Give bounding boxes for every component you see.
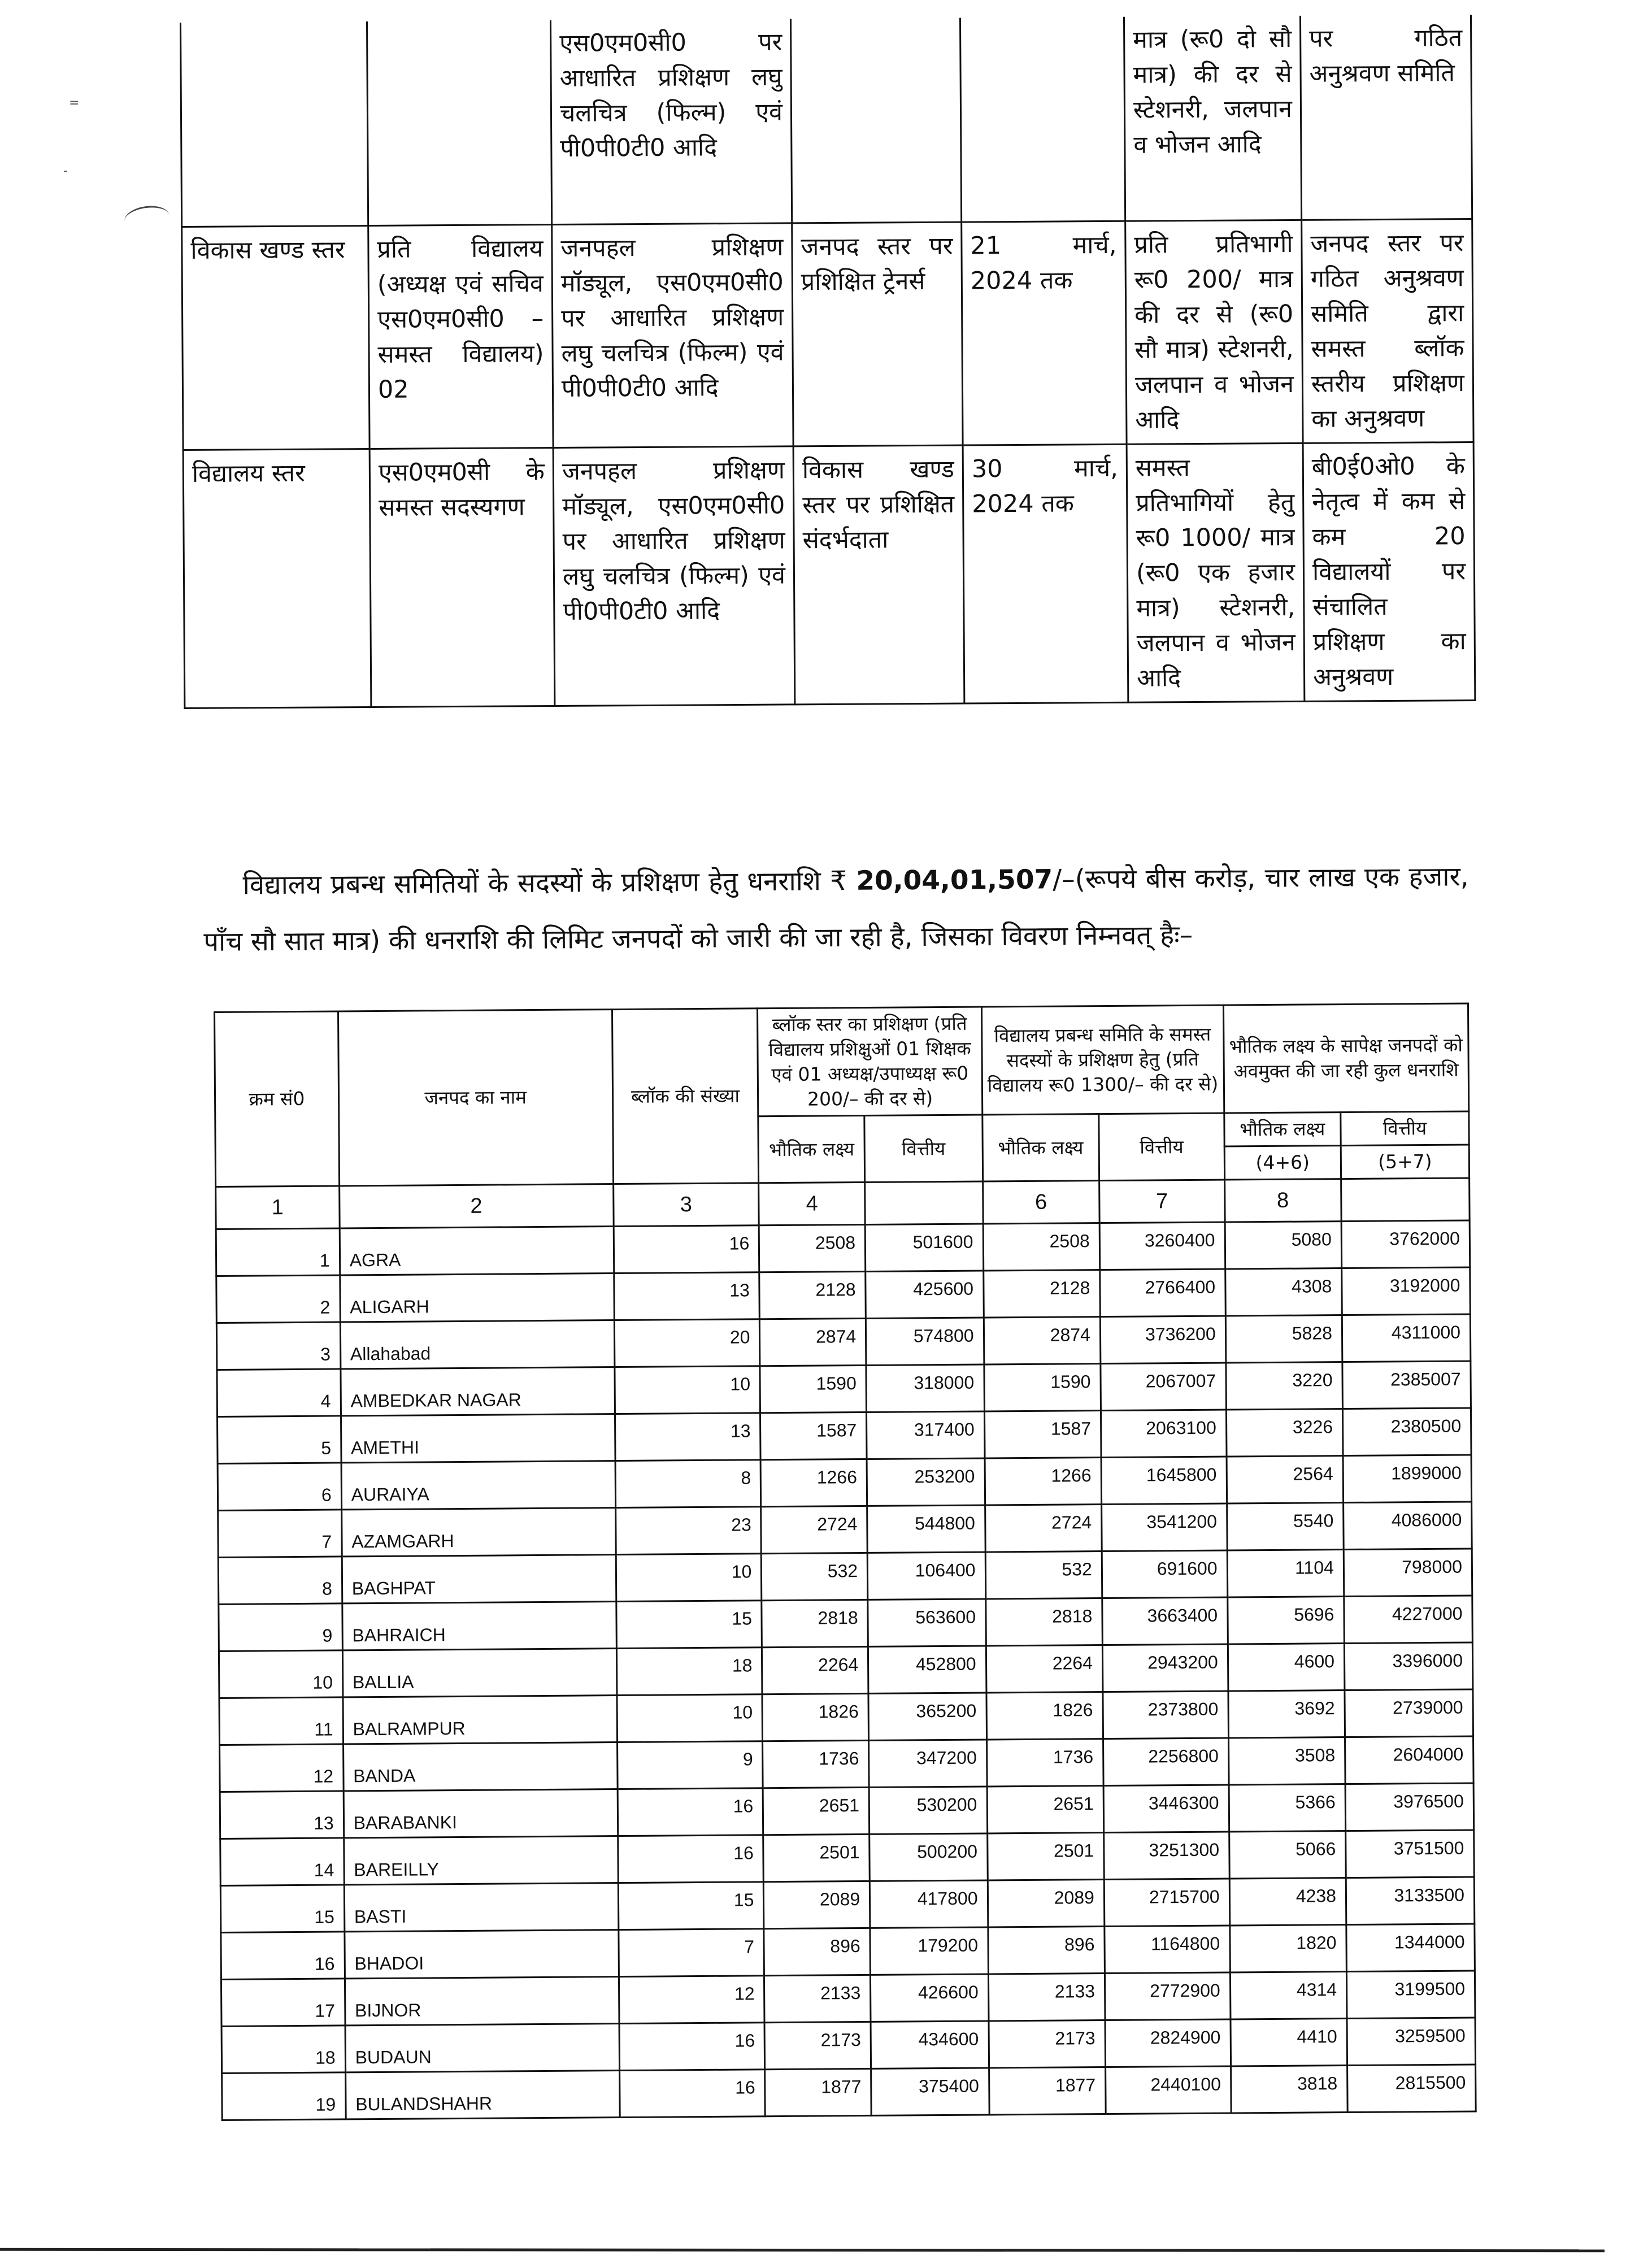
- cell-block-financial: 426600: [871, 1974, 989, 2022]
- cell-smc-financial: 1645800: [1101, 1457, 1227, 1505]
- cell-block-physical: 1590: [760, 1365, 866, 1412]
- cell-block-count: 16: [619, 2070, 765, 2118]
- table-row: [216, 1314, 1471, 1370]
- cell-block-count: 15: [618, 1882, 764, 1930]
- header-total-financial: वित्तीय: [1341, 1111, 1469, 1146]
- cell-smc-physical: 2264: [986, 1645, 1103, 1693]
- cell-block-physical: 896: [764, 1928, 870, 1975]
- table-row: [218, 1455, 1472, 1510]
- column-number: 3: [613, 1183, 759, 1227]
- cell-total-financial: 3192000: [1342, 1267, 1471, 1315]
- cell-total-financial: 2739000: [1345, 1689, 1473, 1737]
- column-number: 4: [759, 1182, 865, 1225]
- cell-block-financial: 318000: [866, 1364, 984, 1412]
- cell-total-physical: 4600: [1228, 1644, 1345, 1691]
- table-row: [217, 1361, 1471, 1416]
- cell-block-physical: 2651: [763, 1787, 870, 1835]
- cell-smc-financial: 2440100: [1105, 2066, 1231, 2114]
- cell-district-name: BAHRAICH: [342, 1602, 616, 1650]
- cell-total-physical: 1820: [1229, 1925, 1346, 1972]
- cell-block-physical: 1736: [763, 1740, 869, 1788]
- cell-total-financial: 3259500: [1347, 2018, 1476, 2066]
- cell-serial-number: 7: [218, 1510, 342, 1558]
- cell-serial-number: 14: [220, 1838, 344, 1886]
- cell-smc-financial: 2063100: [1101, 1410, 1226, 1458]
- cell-smc-physical: 1590: [984, 1364, 1101, 1411]
- cell-block-financial: 365200: [868, 1693, 986, 1740]
- cell-block-financial: 434600: [871, 2021, 989, 2068]
- cell-smc-physical: 896: [988, 1927, 1105, 1974]
- column-number: 6: [982, 1181, 1099, 1224]
- cell-smc-financial: 3541200: [1101, 1503, 1227, 1551]
- cell-serial-number: 12: [220, 1744, 344, 1792]
- header-block-financial: वित्तीय: [864, 1115, 982, 1182]
- cell-serial-number: 15: [220, 1885, 344, 1933]
- cell-serial-number: 13: [220, 1791, 344, 1839]
- cell-smc-physical: 2173: [989, 2020, 1106, 2068]
- cell-monitoring: बी0ई0ओ0 के नेतृत्व में कम से कम 20 विद्यालयों पर संचालित प्रशिक्षण का अनुश्रवण: [1303, 442, 1475, 702]
- cell-block-financial: 500200: [870, 1833, 988, 1881]
- cell-smc-physical: 1826: [986, 1692, 1103, 1740]
- cell-smc-physical: 532: [985, 1551, 1102, 1599]
- cell-smc-physical: 2133: [988, 1974, 1105, 2021]
- column-number: [865, 1181, 983, 1224]
- cell-serial-number: 19: [222, 2072, 346, 2120]
- cell-block-financial: 106400: [867, 1552, 985, 1600]
- cell-budget: प्रति प्रतिभागी रू0 200/ मात्र की दर से (रू0 सौ मात्र) स्टेशनरी, जलपान व भोजन आदि: [1125, 220, 1303, 444]
- cell-block-financial: 317400: [867, 1411, 985, 1459]
- cell-smc-physical: 2508: [983, 1223, 1100, 1271]
- cell-block-physical: 2724: [761, 1506, 867, 1553]
- cell-total-financial: 2815500: [1347, 2065, 1476, 2113]
- cell-total-physical: 4238: [1229, 1878, 1346, 1926]
- page-bottom-rule: [0, 2248, 1605, 2252]
- header-block-count: ब्लॉक की संख्या: [612, 1009, 759, 1184]
- scan-mark: =: [69, 96, 80, 110]
- cell-serial-number: 1: [216, 1228, 340, 1276]
- cell-block-count: 16: [618, 1788, 763, 1836]
- cell-total-physical: 3508: [1228, 1737, 1345, 1785]
- cell-smc-physical: 2874: [984, 1317, 1101, 1364]
- column-number: 1: [216, 1186, 340, 1229]
- cell-block-physical: 1877: [765, 2068, 871, 2116]
- cell-district-name: BARABANKI: [344, 1789, 618, 1838]
- cell-total-physical: 5696: [1227, 1597, 1344, 1644]
- allocation-paragraph: [203, 849, 1469, 971]
- cell-smc-financial: 2766400: [1100, 1269, 1225, 1317]
- cell-block-physical: 2818: [762, 1600, 868, 1647]
- cell-material: एस0एम0सी0 पर आधारित प्रशिक्षण लघु चलचित्र (फिल्म) एवं पी0पी0टी0 आदि: [550, 19, 792, 224]
- cell-budget: मात्र (रू0 दो सौ मात्र) की दर से स्टेशनरी, जलपान व भोजन आदि: [1124, 16, 1301, 221]
- cell-smc-financial: 691600: [1102, 1550, 1227, 1598]
- cell-block-financial: 179200: [870, 1927, 988, 1975]
- allocation-amount: 20,04,01,507: [856, 864, 1053, 897]
- cell-smc-physical: 2818: [985, 1598, 1102, 1646]
- table-row: [220, 1736, 1474, 1792]
- paragraph-text-before: विद्यालय प्रबन्ध समितियों के सदस्यों के प्रशिक्षण हेतु धनराशि ₹: [242, 865, 857, 901]
- cell-total-financial: 798000: [1344, 1549, 1472, 1597]
- cell-block-physical: 2173: [764, 2022, 871, 2069]
- training-plan-row: [182, 219, 1473, 450]
- cell-district-name: AMETHI: [341, 1414, 615, 1463]
- cell-block-financial: 417800: [870, 1880, 988, 1928]
- cell-district-name: AGRA: [340, 1227, 614, 1275]
- cell-total-physical: 3226: [1226, 1409, 1343, 1457]
- cell-block-count: 15: [616, 1601, 762, 1649]
- cell-smc-financial: 2824900: [1105, 2019, 1231, 2067]
- training-plan-row: [183, 442, 1475, 709]
- cell-block-physical: 2133: [764, 1975, 871, 2022]
- cell-total-financial: 1899000: [1343, 1455, 1472, 1503]
- cell-block-physical: 2508: [759, 1224, 866, 1272]
- training-plan-table: [180, 15, 1476, 709]
- cell-district-name: BUDAUN: [345, 2024, 619, 2072]
- cell-level: [180, 21, 368, 227]
- cell-total-financial: 2380500: [1342, 1408, 1471, 1456]
- cell-total-financial: 2385007: [1342, 1361, 1471, 1409]
- cell-block-financial: 253200: [867, 1458, 985, 1506]
- table-row: [220, 1783, 1474, 1839]
- cell-district-name: BIJNOR: [345, 1977, 619, 2026]
- cell-block-physical: 532: [762, 1553, 868, 1600]
- cell-block-count: 16: [618, 1835, 763, 1883]
- cell-trainer: विकास खण्ड स्तर पर प्रशिक्षित संदर्भदाता: [793, 445, 964, 705]
- cell-smc-financial: 2256800: [1103, 1738, 1228, 1786]
- column-number: 8: [1224, 1179, 1341, 1222]
- cell-participants: प्रति विद्यालय (अध्यक्ष एवं सचिव एस0एम0सी0 –समस्त विद्यालय) 02: [368, 224, 553, 449]
- cell-block-physical: 2089: [764, 1881, 870, 1928]
- cell-total-financial: 4311000: [1342, 1314, 1471, 1362]
- cell-total-physical: 2564: [1227, 1456, 1344, 1503]
- cell-smc-financial: 3251300: [1104, 1832, 1229, 1880]
- cell-smc-physical: 1877: [989, 2067, 1106, 2115]
- cell-total-financial: 3751500: [1346, 1830, 1475, 1878]
- cell-total-physical: 4410: [1231, 2019, 1347, 2066]
- table-row: [220, 1877, 1475, 1932]
- cell-deadline: [960, 17, 1125, 222]
- cell-block-count: 9: [617, 1741, 763, 1789]
- table-row: [218, 1502, 1472, 1557]
- cell-block-financial: 501600: [865, 1224, 983, 1271]
- paragraph-text-after: /–(रूपये बीस करोड़, चार लाख एक हजार, पाँच सौ सात मात्र) की धनराशि की लिमिट जनपदों को जारी की जा रही है, जिसका विवरण निम्नवत् हैः–: [203, 861, 1469, 958]
- district-allocation-table: [214, 1002, 1477, 2120]
- cell-smc-physical: 2651: [987, 1786, 1104, 1833]
- cell-total-financial: 1344000: [1346, 1924, 1475, 1972]
- header-formula-physical: (4+6): [1224, 1146, 1341, 1180]
- cell-participants: एस0एम0सी के समस्त सदस्यगण: [369, 447, 555, 707]
- cell-total-financial: 3199500: [1346, 1971, 1475, 2019]
- cell-district-name: BALRAMPUR: [343, 1696, 617, 1744]
- table-row: [219, 1689, 1473, 1745]
- cell-smc-financial: 2373800: [1103, 1691, 1228, 1739]
- cell-block-financial: 563600: [868, 1599, 986, 1646]
- table-row: [216, 1220, 1470, 1276]
- cell-block-financial: 452800: [868, 1646, 986, 1693]
- cell-total-financial: 3762000: [1341, 1220, 1470, 1268]
- cell-level: विद्यालय स्तर: [183, 449, 371, 708]
- cell-block-financial: 544800: [867, 1505, 985, 1553]
- cell-block-financial: 347200: [869, 1740, 987, 1787]
- cell-trainer: जनपद स्तर पर प्रशिक्षित ट्रेनर्स: [792, 222, 963, 446]
- table-row: [220, 1830, 1475, 1885]
- cell-district-name: BAGHPAT: [342, 1555, 616, 1603]
- cell-block-financial: 425600: [866, 1271, 984, 1318]
- cell-block-count: 12: [619, 1976, 764, 2024]
- cell-total-physical: 1104: [1227, 1550, 1344, 1597]
- table-row: [218, 1408, 1472, 1463]
- cell-district-name: BALLIA: [342, 1649, 616, 1697]
- cell-block-count: 13: [614, 1272, 759, 1320]
- cell-block-financial: 530200: [869, 1787, 987, 1834]
- cell-total-physical: 3692: [1228, 1690, 1345, 1738]
- cell-total-physical: 5540: [1227, 1503, 1344, 1550]
- header-block-training: ब्लॉक स्तर का प्रशिक्षण (प्रति विद्यालय प्रशिक्षुओं 01 शिक्षक एवं 01 अध्यक्ष/उपाध्यक्ष रू0 200/– की दर से): [758, 1007, 982, 1116]
- cell-monitoring: पर गठित अनुश्रवण समिति: [1300, 15, 1472, 220]
- cell-serial-number: 9: [219, 1603, 342, 1651]
- cell-block-physical: 2264: [762, 1646, 868, 1694]
- cell-smc-physical: 1266: [985, 1458, 1102, 1505]
- cell-block-count: 10: [616, 1694, 762, 1742]
- cell-material: जनपहल प्रशिक्षण मॉड्यूल, एस0एम0सी0 पर आधारित प्रशिक्षण लघु चलचित्र (फिल्म) एवं पी0पी0टी0 आदि: [553, 446, 795, 706]
- cell-total-physical: 5366: [1229, 1784, 1346, 1832]
- cell-budget: समस्त प्रतिभागियों हेतु रू0 1000/ मात्र (रू0 एक हजार मात्र) स्टेशनरी, जलपान व भोजन आदि: [1127, 443, 1305, 702]
- cell-smc-physical: 2724: [985, 1505, 1102, 1552]
- cell-smc-financial: 3736200: [1100, 1316, 1225, 1364]
- cell-serial-number: 10: [219, 1650, 342, 1698]
- cell-block-physical: 1826: [762, 1693, 868, 1741]
- cell-total-physical: 3220: [1226, 1362, 1343, 1410]
- cell-block-count: 8: [615, 1460, 761, 1508]
- cell-deadline: 21 मार्च, 2024 तक: [962, 221, 1127, 445]
- cell-block-count: 10: [614, 1366, 760, 1414]
- cell-block-count: 7: [618, 1929, 764, 1977]
- column-number: [1341, 1178, 1470, 1222]
- cell-smc-financial: 3663400: [1102, 1597, 1228, 1645]
- cell-smc-physical: 1587: [984, 1411, 1101, 1458]
- table-row: [221, 1924, 1475, 1979]
- header-total-released: भौतिक लक्ष्य के सापेक्ष जनपदों को अवमुक्त की जा रही कुल धनराशि: [1223, 1003, 1469, 1113]
- cell-serial-number: 2: [216, 1275, 340, 1323]
- cell-total-financial: 3396000: [1344, 1642, 1473, 1690]
- training-plan-row: [180, 15, 1472, 227]
- cell-district-name: BASTI: [344, 1883, 618, 1932]
- cell-block-count: 18: [616, 1648, 762, 1696]
- cell-serial-number: 8: [218, 1557, 342, 1605]
- cell-district-name: AMBEDKAR NAGAR: [341, 1367, 615, 1416]
- header-block-physical: भौतिक लक्ष्य: [758, 1115, 865, 1183]
- cell-block-count: 10: [616, 1554, 762, 1602]
- cell-total-financial: 4086000: [1344, 1502, 1472, 1550]
- cell-block-count: 13: [615, 1413, 760, 1461]
- cell-total-physical: 4308: [1225, 1268, 1342, 1316]
- cell-smc-financial: 3446300: [1103, 1785, 1229, 1833]
- cell-block-count: 16: [619, 2023, 765, 2071]
- cell-block-financial: 574800: [866, 1318, 984, 1365]
- cell-smc-physical: 1736: [986, 1739, 1103, 1787]
- cell-total-physical: 4314: [1230, 1972, 1347, 2019]
- cell-block-physical: 1266: [760, 1459, 867, 1506]
- column-number: 2: [339, 1184, 613, 1228]
- cell-total-physical: 5080: [1225, 1222, 1342, 1269]
- cell-smc-financial: 2943200: [1102, 1644, 1228, 1692]
- cell-district-name: Allahabad: [340, 1320, 614, 1369]
- cell-serial-number: 18: [221, 2026, 345, 2074]
- cell-smc-physical: 2089: [988, 1880, 1105, 1927]
- cell-district-name: BAREILLY: [344, 1836, 618, 1885]
- cell-serial-number: 11: [219, 1697, 343, 1745]
- cell-district-name: BANDA: [343, 1742, 617, 1791]
- cell-total-financial: 2604000: [1345, 1736, 1473, 1784]
- cell-district-name: BHADOI: [345, 1930, 619, 1979]
- cell-block-financial: 375400: [871, 2068, 989, 2115]
- cell-total-physical: 5828: [1225, 1315, 1342, 1363]
- header-total-physical: भौतिक लक्ष्य: [1224, 1112, 1341, 1146]
- header-formula-financial: (5+7): [1341, 1145, 1469, 1179]
- table-row: [222, 2065, 1476, 2120]
- cell-deadline: 30 मार्च, 2024 तक: [963, 444, 1128, 703]
- cell-smc-financial: 2772900: [1105, 1972, 1230, 2020]
- cell-smc-financial: 3260400: [1099, 1222, 1225, 1270]
- table-row: [219, 1596, 1473, 1651]
- cell-smc-financial: 2715700: [1104, 1879, 1229, 1927]
- cell-total-financial: 3133500: [1346, 1877, 1475, 1925]
- header-smc-financial: वित्तीय: [1099, 1113, 1225, 1181]
- cell-district-name: AURAIYA: [341, 1461, 615, 1510]
- cell-serial-number: 16: [221, 1932, 345, 1980]
- cell-district-name: AZAMGARH: [341, 1508, 615, 1557]
- header-smc-physical: भौतिक लक्ष्य: [982, 1114, 1099, 1181]
- cell-total-financial: 4227000: [1344, 1596, 1473, 1644]
- cell-block-count: 23: [615, 1507, 761, 1555]
- cell-block-count: 16: [614, 1225, 759, 1274]
- cell-level: विकास खण्ड स्तर: [182, 225, 369, 450]
- column-number: 7: [1099, 1180, 1224, 1223]
- cell-smc-financial: 2067007: [1101, 1363, 1226, 1411]
- cell-total-physical: 3818: [1231, 2066, 1347, 2113]
- table-row: [218, 1549, 1472, 1604]
- cell-block-count: 20: [614, 1319, 760, 1367]
- cell-serial-number: 3: [216, 1322, 340, 1370]
- cell-serial-number: 6: [218, 1463, 341, 1511]
- cell-block-physical: 1587: [760, 1412, 867, 1459]
- cell-participants: [367, 20, 551, 225]
- cell-smc-physical: 2501: [987, 1833, 1104, 1880]
- cell-trainer: [790, 18, 961, 223]
- cell-total-physical: 5066: [1229, 1831, 1346, 1879]
- cell-serial-number: 17: [221, 1979, 345, 2027]
- cell-block-physical: 2874: [760, 1318, 866, 1366]
- header-smc-training: विद्यालय प्रबन्ध समिति के समस्त सदस्यों के प्रशिक्षण हेतु (प्रति विद्यालय रू0 1300/– की दर से): [981, 1005, 1224, 1115]
- cell-monitoring: जनपद स्तर पर गठित अनुश्रवण समिति द्वारा समस्त ब्लॉक स्तरीय प्रशिक्षण का अनुश्रवण: [1302, 219, 1473, 444]
- cell-smc-physical: 2128: [983, 1270, 1100, 1318]
- cell-total-financial: 3976500: [1345, 1783, 1474, 1831]
- table-row: [216, 1267, 1471, 1323]
- cell-material: जनपहल प्रशिक्षण मॉड्यूल, एस0एम0सी0 पर आधारित प्रशिक्षण लघु चलचित्र (फिल्म) एवं पी0पी0टी0 आदि: [552, 223, 793, 448]
- header-serial-number: क्रम सं0: [215, 1011, 340, 1187]
- header-district-name: जनपद का नाम: [338, 1010, 613, 1186]
- cell-district-name: ALIGARH: [340, 1274, 614, 1322]
- table-row: [221, 1971, 1475, 2026]
- table-row: [221, 2018, 1476, 2073]
- scan-mark: -: [63, 164, 68, 178]
- cell-block-physical: 2128: [759, 1271, 866, 1319]
- cell-serial-number: 4: [217, 1369, 341, 1417]
- cell-serial-number: 5: [218, 1416, 341, 1464]
- pen-stroke-mark: [123, 203, 171, 234]
- table-row: [219, 1642, 1473, 1698]
- cell-block-physical: 2501: [763, 1834, 870, 1881]
- cell-smc-financial: 1164800: [1105, 1926, 1230, 1974]
- cell-district-name: BULANDSHAHR: [345, 2071, 619, 2119]
